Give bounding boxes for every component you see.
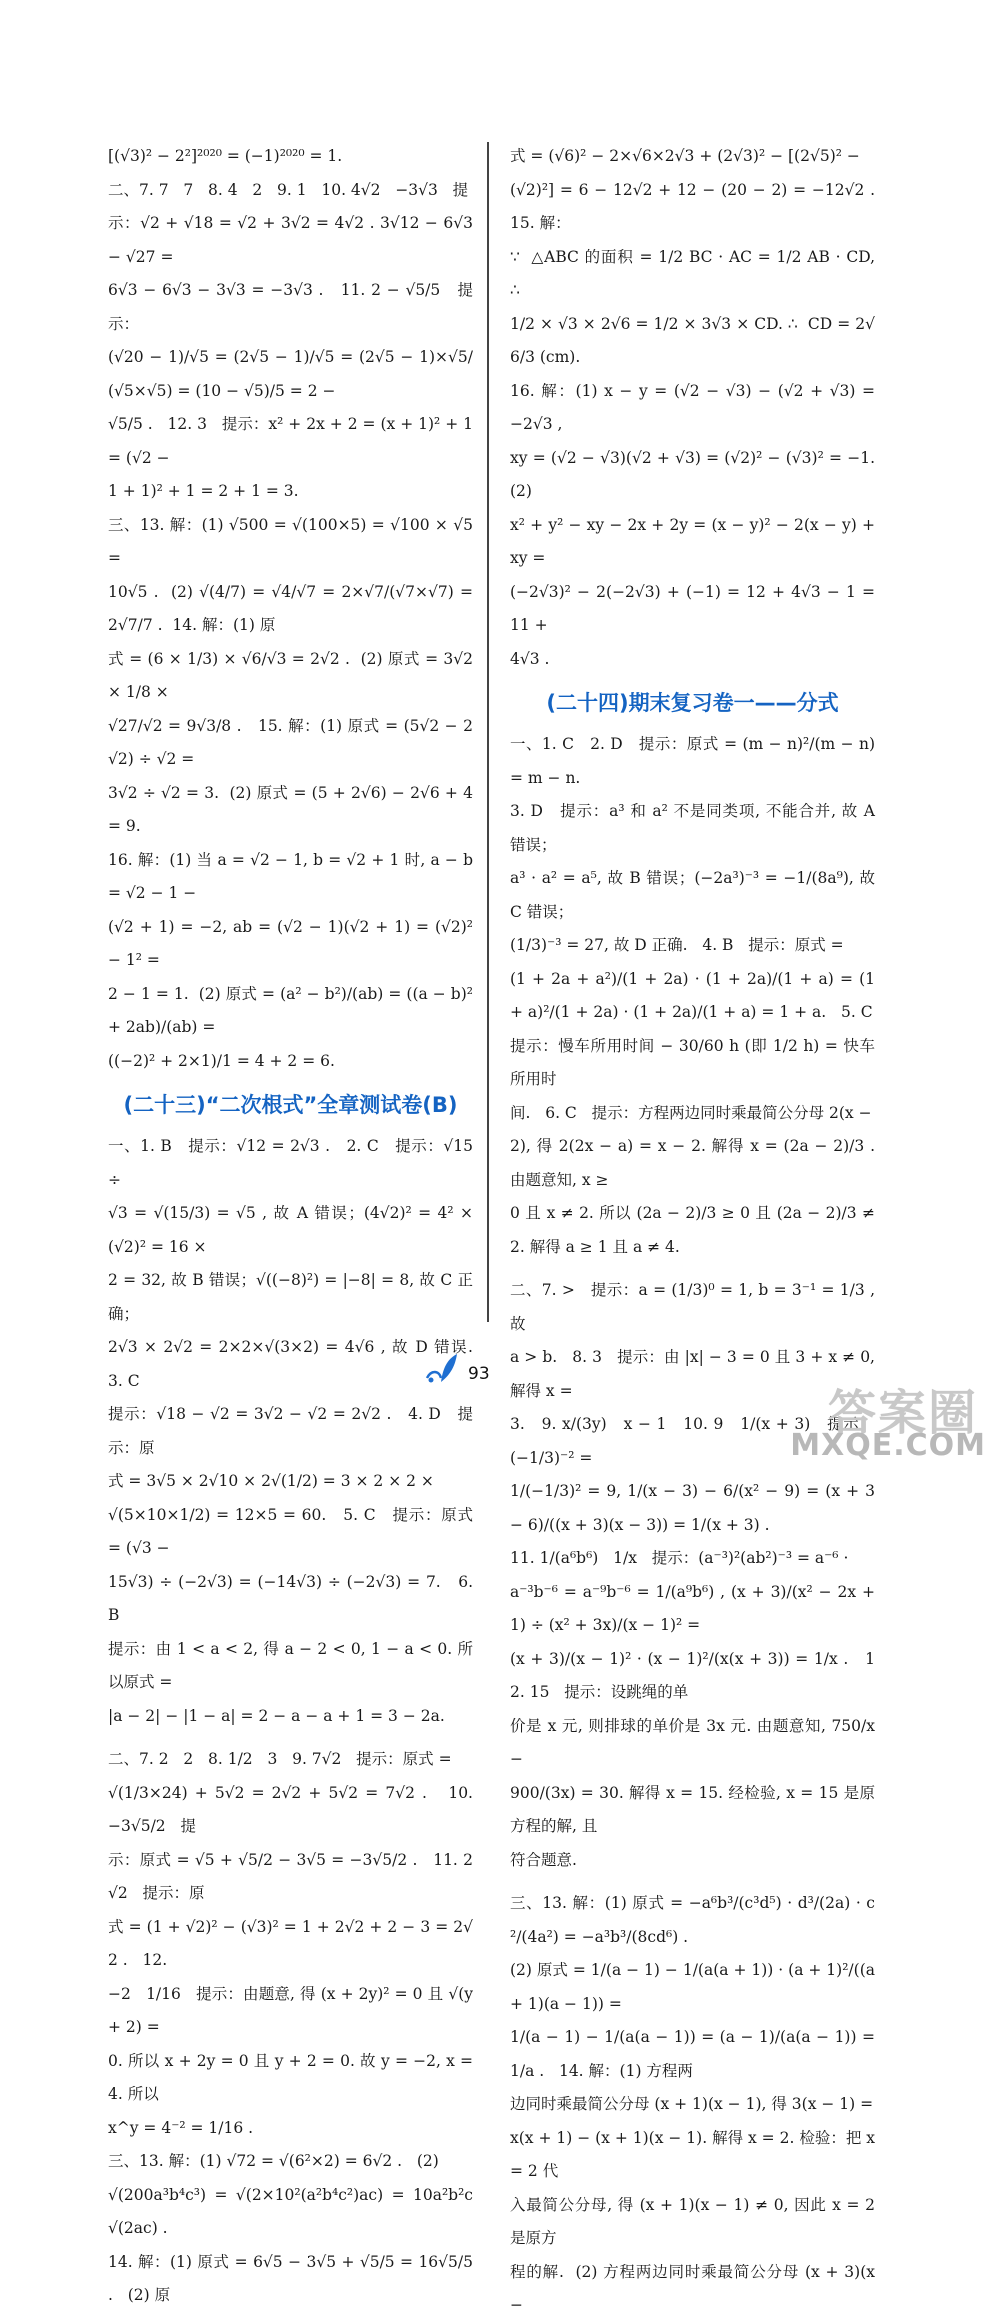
text-line: 16. 解：(1) 当 a = √2 − 1, b = √2 + 1 时, a − b = √2 − 1 − [108,850,478,902]
text-line: 1/(a − 1) − 1/(a(a − 1)) = (a − 1)/(a(a − 1)) = 1/a . 14. 解：(1) 方程两 [510,2028,880,2080]
text-line: a⁻³b⁻⁶ = a⁻⁹b⁻⁶ = 1/(a⁹b⁶) , (x + 3)/(x² − 2x + 1) ÷ (x² + 3x)/(x − 1)² = [510,1582,880,1634]
text-line: √(200a³b⁴c³) = √(2×10²(a²b⁴c²)ac) = 10a²b²c √(2ac) . [108,2185,478,2237]
text-line: 900/(3x) = 30. 解得 x = 15. 经检验, x = 15 是原方程的解, 且 [510,1783,875,1835]
text-line: 3. 9. x/(3y) x − 1 10. 9 1/(x + 3) 提示：(−1/3)⁻² = [510,1415,875,1467]
text-line: √(1/3×24) + 5√2 = 2√2 + 5√2 = 7√2 . 10. −3√5/2 提 [108,1783,478,1835]
text-line: x^y = 4⁻² = 1/16 . [108,2118,254,2137]
text-line: 边同时乘最简公分母 (x + 1)(x − 1), 得 3(x − 1) = [510,2095,874,2113]
text-line: 示：√2 + √18 = √2 + 3√2 = 4√2 . 3√12 − 6√3 − √27 = [108,214,478,266]
text-line: a³ · a² = a⁵, 故 B 错误；(−2a³)⁻³ = −1/(8a⁹), 故 C 错误； [510,869,880,921]
text-line: 提示：慢车所用时间 − 30/60 h (即 1/2 h) = 快车所用时 [510,1036,875,1088]
text-line: 3√2 ÷ √2 = 3. (2) 原式 = (5 + 2√6) − 2√6 + 4 = 9. [108,783,478,835]
text-line: √5/5 . 12. 3 提示：x² + 2x + 2 = (x + 1)² + 1 = (√2 − [108,415,478,467]
text-line: 一、1. C 2. D 提示：原式 = (m − n)²/(m − n) = m − n. [510,735,880,787]
text-line: 三、13. 解：(1) √72 = √(6²×2) = 6√2 . (2) [108,2152,439,2170]
text-line: 2 = 32, 故 B 错误；√((−8)²) = |−8| = 8, 故 C 正确； [108,1271,473,1323]
text-line: 提示：√18 − √2 = 3√2 − √2 = 2√2 . 4. D 提示：原 [108,1405,473,1457]
text-line: 三、13. 解：(1) √500 = √(100×5) = √100 × √5 = [108,515,478,567]
text-line: (1/3)⁻³ = 27, 故 D 正确. 4. B 提示：原式 = [510,936,844,954]
text-line: 1/2 × √3 × 2√6 = 1/2 × 3√3 × CD. ∴ CD = 2√6/3 (cm). [510,314,875,366]
text-line: (√2 + 1) = −2, ab = (√2 − 1)(√2 + 1) = (√2)² − 1² = [108,917,478,969]
text-line: 程的解. (2) 方程两边同时乘最简公分母 (x + 3)(x − [510,2262,880,2314]
text-line: (−2√3)² − 2(−2√3) + (−1) = 12 + 4√3 − 1 = 11 + [510,582,880,634]
watermark-logo: 答案圈 [827,1385,978,1441]
column-divider [487,142,489,1322]
text-line: 式 = 3√5 × 2√10 × 2√(1/2) = 3 × 2 × 2 × [108,1472,434,1490]
text-line: 1/(−1/3)² = 9, 1/(x − 3) − 6/(x² − 9) = (x + 3 − 6)/((x + 3)(x − 3)) = 1/(x + 3) . [510,1482,880,1534]
text-line: 6√3 − 6√3 − 3√3 = −3√3 . 11. 2 − √5/5 提示： [108,281,473,333]
text-line: 符合题意. [510,1850,577,1869]
page-number: 93 [468,1364,490,1384]
right-block-1 [510,140,890,676]
text-line: 三、13. 解：(1) 原式 = −a⁶b³/(c³d⁵) · d³/(2a) · c²/(4a²) = −a³b³/(8cd⁶) . [510,1894,875,1946]
text-line: ∵ △ABC 的面积 = 1/2 BC · AC = 1/2 AB · CD, ∴ [510,247,880,299]
text-line: (x + 3)/(x − 1)² · (x − 1)²/(x(x + 3)) = 1/x . 12. 15 提示：设跳绳的单 [510,1649,875,1701]
left-block-1 [108,140,478,1078]
left-column [108,140,488,2313]
text-line: a > b. 8. 3 提示：由 |x| − 3 = 0 且 3 + x ≠ 0, 解得 x = [510,1348,880,1400]
text-line: 示：原式 = √5 + √5/2 − 3√5 = −3√5/2 . 11. 2√2 提示：原 [108,1850,473,1902]
text-line: √3 = √(15/3) = √5 , 故 A 错误；(4√2)² = 4² × (√2)² = 16 × [108,1204,478,1256]
right-block-2 [510,728,880,1264]
text-line: 入最简公分母, 得 (x + 1)(x − 1) ≠ 0, 因此 x = 2 是原方 [510,2195,880,2247]
text-line: xy = (√2 − √3)(√2 + √3) = (√2)² − (√3)² = −1. (2) [510,448,890,500]
text-line: −2 1/16 提示：由题意, 得 (x + 2y)² = 0 且 √(y + 2) = [108,1984,478,2036]
text-line: 2 − 1 = 1. (2) 原式 = (a² − b²)/(ab) = ((a − b)² + 2ab)/(ab) = [108,984,478,1036]
text-line: 14. 解：(1) 原式 = 6√5 − 3√5 + √5/5 = 16√5/5 . (2) 原 [108,2252,478,2304]
text-line: 二、7. 7 7 8. 4 2 9. 1 10. 4√2 −3√3 提 [108,180,469,199]
text-line: 价是 x 元, 则排球的单价是 3x 元. 由题意知, 750/x − [510,1716,880,1768]
text-line: x(x + 1) − (x + 1)(x − 1). 解得 x = 2. 检验：把 x = 2 代 [510,2128,880,2180]
text-line: (1 + 2a + a²)/(1 + 2a) · (1 + 2a)/(1 + a) = (1 + a)²/(1 + 2a) · (1 + 2a)/(1 + a) = 1 + a. 5. C [510,969,880,1021]
text-line: 10√5 . (2) √(4/7) = √4/√7 = 2×√7/(√7×√7) = 2√7/7 . 14. 解：(1) 原 [108,582,478,634]
watermark-site: MXQE.COM [790,1428,986,1463]
text-line: 11. 1/(a⁶b⁶) 1/x 提示：(a⁻³)²(ab²)⁻³ = a⁻⁶ · [510,1549,849,1567]
text-line: (√2)²] = 6 − 12√2 + 12 − (20 − 2) = −12√2 . 15. 解： [510,180,890,232]
text-line: 4√3 . [510,649,550,668]
right-block-3 [510,1274,880,1877]
text-line: 二、7. > 提示：a = (1/3)⁰ = 1, b = 3⁻¹ = 1/3 , 故 [510,1281,880,1333]
text-line: ((−2)² + 2×1)/1 = 4 + 2 = 6. [108,1051,335,1070]
text-line: 15√3) ÷ (−2√3) = (−14√3) ÷ (−2√3) = 7. 6. B [108,1572,478,1624]
text-line: (2) 原式 = 1/(a − 1) − 1/(a(a + 1)) · (a + 1)²/((a + 1)(a − 1)) = [510,1961,880,2013]
text-line: |a − 2| − |1 − a| = 2 − a − a + 1 = 3 − 2a. [108,1706,445,1725]
text-line: 式 = (1 + √2)² − (√3)² = 1 + 2√2 + 2 − 3 = 2√2 . 12. [108,1917,473,1969]
text-line: 间. 6. C 提示：方程两边同时乘最简公分母 2(x − [510,1103,872,1122]
text-line: 二、7. 2 2 8. 1/2 3 9. 7√2 提示：原式 = [108,1750,452,1768]
text-line: (√20 − 1)/√5 = (2√5 − 1)/√5 = (2√5 − 1)×√5/(√5×√5) = (10 − √5)/5 = 2 − [108,348,473,400]
section-heading-23: (二十三)“二次根式”全章测试卷(B) [123,1093,458,1117]
text-line: 16. 解：(1) x − y = (√2 − √3) − (√2 + √3) = −2√3 , [510,381,880,433]
leaf-ornament-icon [423,1352,461,1388]
text-line: 式 = (√6)² − 2×√6×2√3 + (2√3)² − [(2√5)² − [510,147,860,165]
text-line: 3. D 提示：a³ 和 a² 不是同类项, 不能合并, 故 A 错误； [510,802,880,854]
text-line: 2), 得 2(2x − a) = x − 2. 解得 x = (2a − 2)/3 . 由题意知, x ≥ [510,1137,880,1189]
text-line: 0. 所以 x + 2y = 0 且 y + 2 = 0. 故 y = −2, x = 4. 所以 [108,2051,478,2103]
text-line: 2√3 × 2√2 = 2×2×√(3×2) = 4√6 , 故 D 错误. 3. C [108,1338,488,1390]
text-line: [(√3)² − 2²]²⁰²⁰ = (−1)²⁰²⁰ = 1. [108,147,343,165]
text-line: 提示：由 1 < a < 2, 得 a − 2 < 0, 1 − a < 0. 所以原式 = [108,1639,473,1691]
text-line: 式 = (6 × 1/3) × √6/√3 = 2√2 . (2) 原式 = 3√2 × 1/8 × [108,649,478,701]
text-line: √(5×10×1/2) = 12×5 = 60. 5. C 提示：原式 = (√3 − [108,1505,478,1557]
right-block-4 [510,1887,880,2323]
section-heading-24: (二十四)期末复习卷一——分式 [546,691,839,715]
left-block-3 [108,1743,478,2313]
text-line: 一、1. B 提示：√12 = 2√3 . 2. C 提示：√15 ÷ [108,1137,478,1189]
text-line: 1 + 1)² + 1 = 2 + 1 = 3. [108,482,299,500]
text-line: 0 且 x ≠ 2. 所以 (2a − 2)/3 ≥ 0 且 (2a − 2)/3 ≠ 2. 解得 a ≥ 1 且 a ≠ 4. [510,1204,880,1256]
text-line: x² + y² − xy − 2x + 2y = (x − y)² − 2(x − y) + xy = [510,515,880,567]
text-line: √27/√2 = 9√3/8 . 15. 解：(1) 原式 = (5√2 − 2√2) ÷ √2 = [108,716,473,768]
